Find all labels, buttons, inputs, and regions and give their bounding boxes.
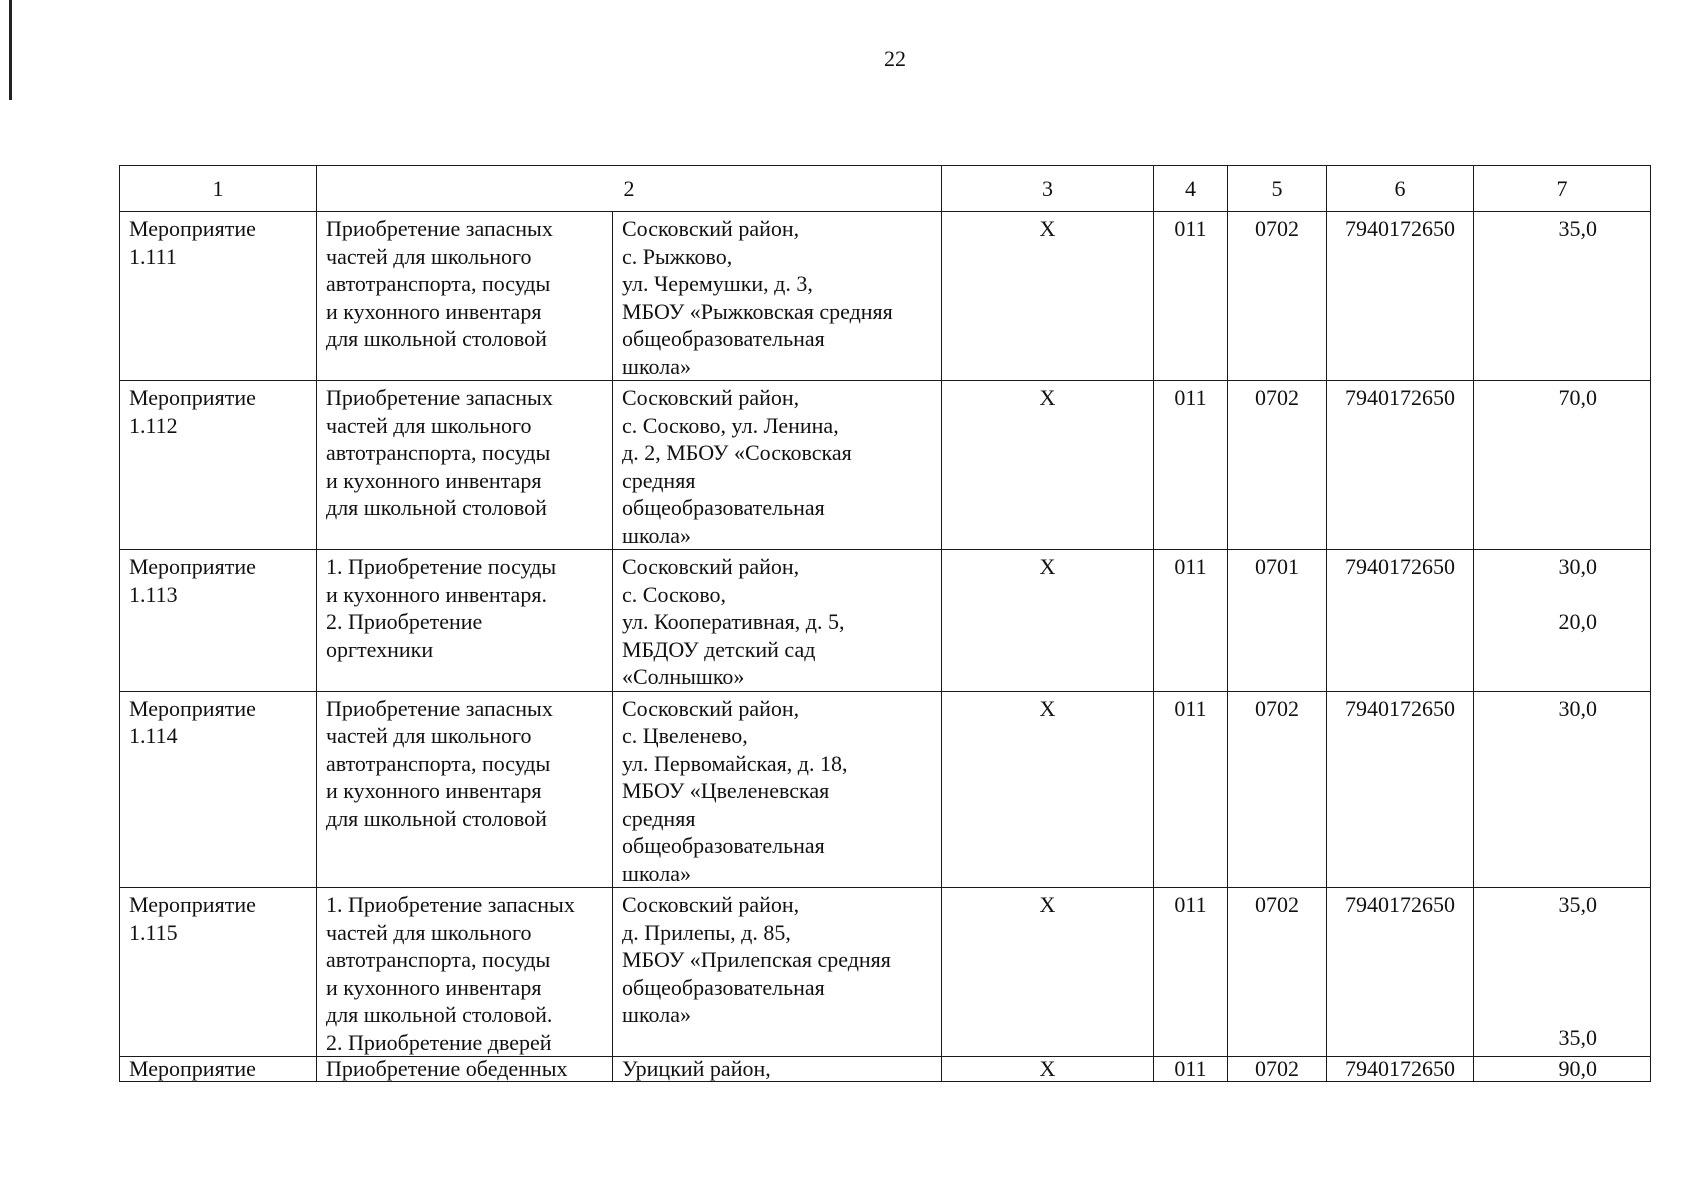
activity-name-cell bbox=[120, 691, 317, 888]
amount-cell bbox=[1474, 1057, 1651, 1082]
mark-cell: Х bbox=[942, 212, 1154, 381]
section-cell: 0702 bbox=[1228, 888, 1327, 1057]
binding-margin-line bbox=[9, 0, 12, 100]
mark-cell: Х bbox=[942, 381, 1154, 550]
target-article-cell: 7940172650 bbox=[1327, 381, 1474, 550]
amount-value: 70,0 bbox=[1558, 385, 1597, 410]
target-article-cell: 7940172650 bbox=[1327, 212, 1474, 381]
header-cell-4: 4 bbox=[1154, 166, 1228, 212]
activity-address: Урицкий район, bbox=[622, 1056, 771, 1081]
amount-value: 35,0 bbox=[1558, 892, 1597, 917]
activity-address-cell bbox=[613, 212, 942, 381]
activity-name: Мероприятие 1.115 bbox=[129, 892, 256, 945]
budget-activities-table bbox=[119, 165, 1651, 1082]
amount-spacer bbox=[1483, 581, 1597, 609]
activity-address: Сосковский район, д. Прилепы, д. 85, МБОУ «Прилепская средняя общеобразовательная школа» bbox=[622, 892, 891, 1027]
table-row bbox=[120, 888, 1651, 1057]
kod-cell: 011 bbox=[1154, 888, 1228, 1057]
section-cell: 0702 bbox=[1228, 1057, 1327, 1082]
activity-description: Приобретение запасных частей для школьного автотранспорта, посуды и кухонного инвентаря для школьной столовой bbox=[326, 385, 553, 520]
amount-value-2: 20,0 bbox=[1558, 609, 1597, 634]
mark-cell: Х bbox=[942, 550, 1154, 692]
header-cell-5: 5 bbox=[1228, 166, 1327, 212]
activity-description-cell bbox=[317, 550, 613, 692]
kod-cell: 011 bbox=[1154, 381, 1228, 550]
kod-cell: 011 bbox=[1154, 212, 1228, 381]
amount-value: 30,0 bbox=[1558, 554, 1597, 579]
section-cell: 0702 bbox=[1228, 381, 1327, 550]
target-article-cell: 7940172650 bbox=[1327, 550, 1474, 692]
amount-value: 90,0 bbox=[1558, 1056, 1597, 1081]
table-row bbox=[120, 212, 1651, 381]
amount-value-2: 35,0 bbox=[1558, 1025, 1597, 1050]
activity-name: Мероприятие bbox=[129, 1056, 256, 1081]
activity-name: Мероприятие 1.113 bbox=[129, 554, 256, 607]
activity-address: Сосковский район, с. Сосково, ул. Ленина, д. 2, МБОУ «Сосковская средняя общеобразовательная школа» bbox=[622, 385, 852, 548]
activity-description: 1. Приобретение запасных частей для школьного автотранспорта, посуды и кухонного инвентаря для школьной столовой. 2. Приобретение дверей bbox=[326, 892, 575, 1055]
table-row bbox=[120, 691, 1651, 888]
section-cell: 0701 bbox=[1228, 550, 1327, 692]
activity-address-cell bbox=[613, 550, 942, 692]
header-cell-3: 3 bbox=[942, 166, 1154, 212]
table-row bbox=[120, 1057, 1651, 1082]
activity-name-cell bbox=[120, 1057, 317, 1082]
target-article-cell: 7940172650 bbox=[1327, 691, 1474, 888]
kod-cell: 011 bbox=[1154, 691, 1228, 888]
amount-cell bbox=[1474, 550, 1651, 692]
header-cell-2: 2 bbox=[317, 166, 942, 212]
activity-name-cell bbox=[120, 212, 317, 381]
activity-address-cell bbox=[613, 1057, 942, 1082]
activity-address-cell bbox=[613, 888, 942, 1057]
amount-cell bbox=[1474, 212, 1651, 381]
header-cell-1: 1 bbox=[120, 166, 317, 212]
activity-description: Приобретение запасных частей для школьного автотранспорта, посуды и кухонного инвентаря для школьной столовой bbox=[326, 695, 553, 831]
kod-cell: 011 bbox=[1154, 1057, 1228, 1082]
activity-address-cell bbox=[613, 381, 942, 550]
mark-cell: Х bbox=[942, 1057, 1154, 1082]
activity-name-cell bbox=[120, 888, 317, 1057]
activity-name: Мероприятие 1.112 bbox=[129, 385, 256, 438]
activity-description: 1. Приобретение посуды и кухонного инвентаря. 2. Приобретение оргтехники bbox=[326, 554, 557, 662]
amount-cell bbox=[1474, 691, 1651, 888]
activity-name: Мероприятие 1.114 bbox=[129, 695, 256, 748]
header-cell-7: 7 bbox=[1474, 166, 1651, 212]
activity-description-cell bbox=[317, 1057, 613, 1082]
kod-cell: 011 bbox=[1154, 550, 1228, 692]
amount-value: 30,0 bbox=[1558, 695, 1597, 721]
target-article-cell: 7940172650 bbox=[1327, 888, 1474, 1057]
amount-cell bbox=[1474, 381, 1651, 550]
activity-address: Сосковский район, с. Рыжково, ул. Черемушки, д. 3, МБОУ «Рыжковская средняя общеобразовательная школа» bbox=[622, 216, 893, 379]
activity-name-cell bbox=[120, 550, 317, 692]
amount-spacer bbox=[1483, 1001, 1597, 1024]
header-row bbox=[120, 166, 1651, 212]
activity-description-cell bbox=[317, 381, 613, 550]
activity-address: Сосковский район, с. Сосково, ул. Кооперативная, д. 5, МБДОУ детский сад «Солнышко» bbox=[622, 554, 845, 689]
amount-spacer bbox=[1483, 946, 1597, 974]
target-article-cell: 7940172650 bbox=[1327, 1057, 1474, 1082]
section-cell: 0702 bbox=[1228, 691, 1327, 888]
activity-description-cell bbox=[317, 212, 613, 381]
activity-name-cell bbox=[120, 381, 317, 550]
mark-cell: Х bbox=[942, 691, 1154, 888]
page-number: 22 bbox=[884, 46, 906, 71]
activity-name: Мероприятие 1.111 bbox=[129, 216, 256, 269]
activity-description-cell bbox=[317, 691, 613, 888]
activity-address-cell bbox=[613, 691, 942, 888]
section-cell: 0702 bbox=[1228, 212, 1327, 381]
activity-description: Приобретение обеденных bbox=[326, 1056, 568, 1081]
table-row bbox=[120, 381, 1651, 550]
amount-spacer bbox=[1483, 919, 1597, 947]
table-row bbox=[120, 550, 1651, 692]
header-cell-6: 6 bbox=[1327, 166, 1474, 212]
mark-cell: Х bbox=[942, 888, 1154, 1057]
amount-cell bbox=[1474, 888, 1651, 1057]
activity-address: Сосковский район, с. Цвеленево, ул. Первомайская, д. 18, МБОУ «Цвеленевская средняя общеобразовательная школа» bbox=[622, 695, 848, 886]
amount-spacer bbox=[1483, 974, 1597, 1002]
activity-description: Приобретение запасных частей для школьного автотранспорта, посуды и кухонного инвентаря для школьной столовой bbox=[326, 216, 553, 351]
activity-description-cell bbox=[317, 888, 613, 1057]
amount-value: 35,0 bbox=[1558, 216, 1597, 241]
